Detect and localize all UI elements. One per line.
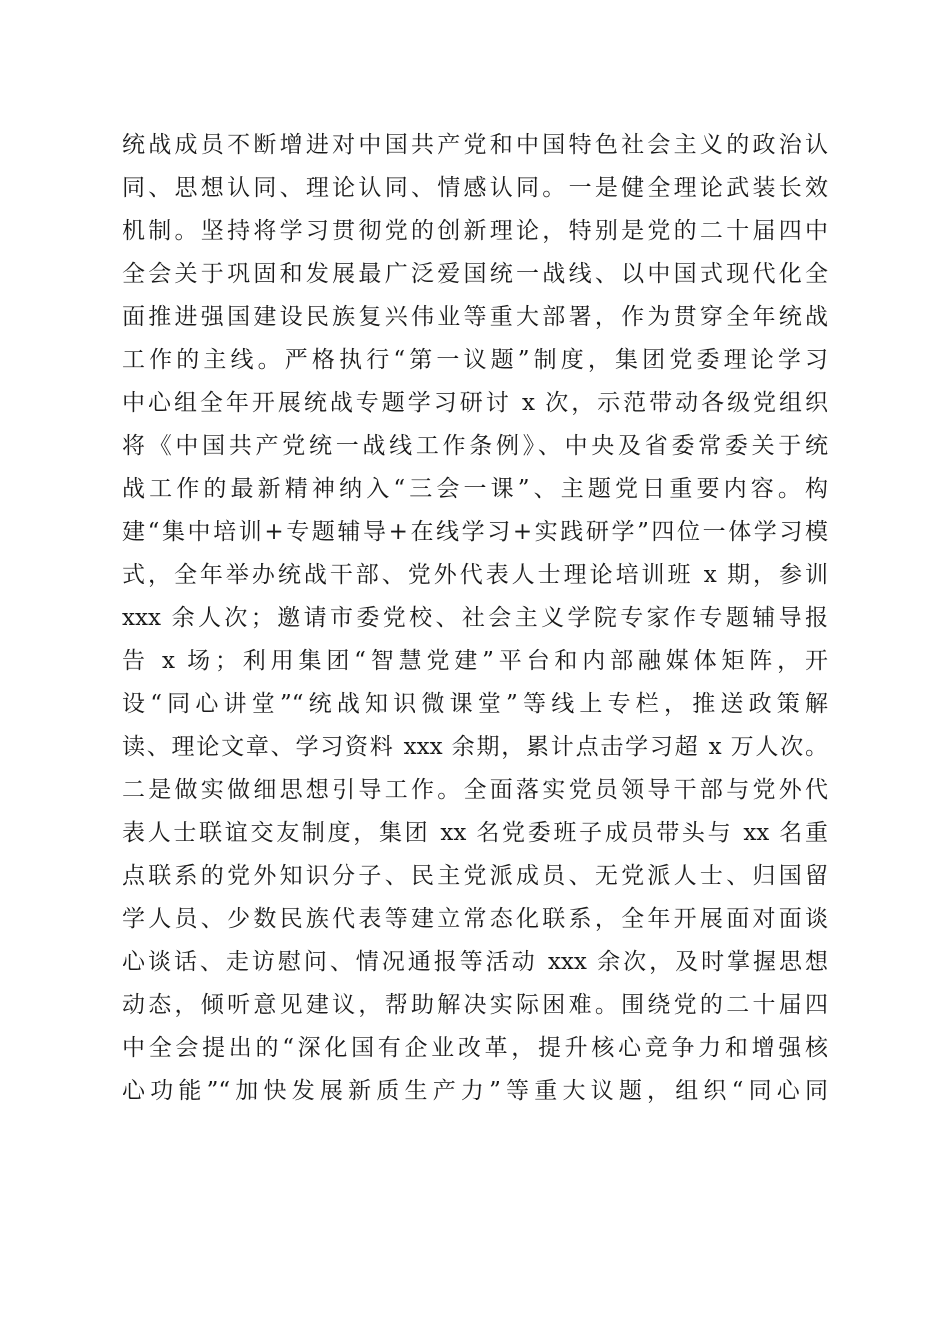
text-line-14: 设“同心讲堂”“统战知识微课堂”等线上专栏，推送政策解 [122,691,828,717]
text-line-17: 表人士联谊交友制度，集团 xx 名党委班子成员带头与 xx 名重 [122,820,828,846]
text-line-22: 中全会提出的“深化国有企业改革，提升核心竞争力和增强核 [122,1035,828,1061]
text-line-23: 心功能”“加快发展新质生产力”等重大议题，组织“同心同 [122,1078,828,1104]
text-line-3: 机制。坚持将学习贯彻党的创新理论，特别是党的二十届四中 [122,218,828,244]
text-line-21: 动态，倾听意见建议，帮助解决实际困难。围绕党的二十届四 [122,992,828,1018]
text-line-20: 心谈话、走访慰问、情况通报等活动 xxx 余次，及时掌握思想 [122,949,828,975]
text-line-11: 式，全年举办统战干部、党外代表人士理论培训班 x 期，参训 [122,562,828,588]
text-line-12: xxx 余人次；邀请市委党校、社会主义学院专家作专题辅导报 [122,605,828,631]
text-line-19: 学人员、少数民族代表等建立常态化联系，全年开展面对面谈 [122,906,828,932]
text-line-6: 工作的主线。严格执行“第一议题”制度，集团党委理论学习 [122,347,828,373]
text-line-4: 全会关于巩固和发展最广泛爱国统一战线、以中国式现代化全 [122,261,828,287]
text-line-2: 同、思想认同、理论认同、情感认同。一是健全理论武装长效 [122,175,828,201]
text-line-18: 点联系的党外知识分子、民主党派成员、无党派人士、归国留 [122,863,828,889]
body-paragraph [122,124,828,1113]
text-line-10: 建“集中培训+专题辅导+在线学习+实践研学”四位一体学习模 [122,519,828,545]
text-line-9: 战工作的最新精神纳入“三会一课”、主题党日重要内容。构 [122,476,828,502]
text-line-7: 中心组全年开展统战专题学习研讨 x 次，示范带动各级党组织 [122,390,828,416]
text-line-15: 读、理论文章、学习资料 xxx 余期，累计点击学习超 x 万人次。 [122,734,828,760]
text-line-8: 将《中国共产党统一战线工作条例》、中央及省委常委关于统 [122,433,828,459]
text-line-1: 统战成员不断增进对中国共产党和中国特色社会主义的政治认 [122,132,828,158]
text-line-16: 二是做实做细思想引导工作。全面落实党员领导干部与党外代 [122,777,828,803]
text-line-5: 面推进强国建设民族复兴伟业等重大部署，作为贯穿全年统战 [122,304,828,330]
text-line-13: 告 x 场；利用集团“智慧党建”平台和内部融媒体矩阵，开 [122,648,828,674]
